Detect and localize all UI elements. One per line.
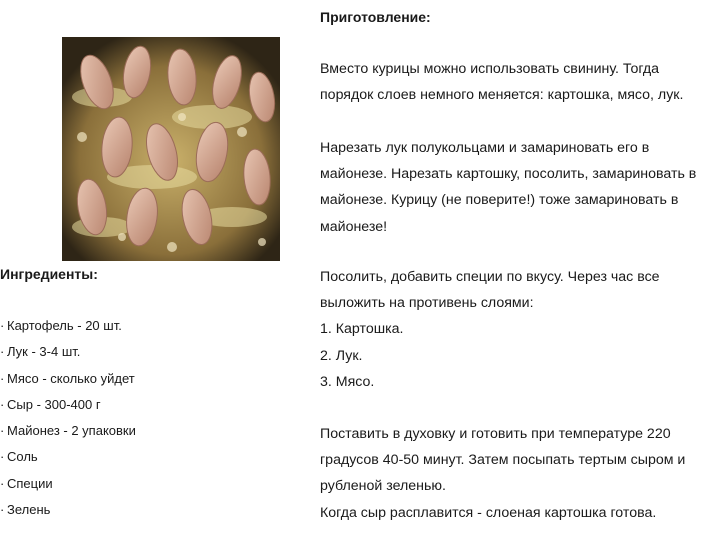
list-item: · Зелень <box>0 502 51 518</box>
text-line: Когда сыр расплавится - слоеная картошка готова. <box>320 504 657 521</box>
text-line: Посолить, добавить специи по вкусу. Через час все <box>320 269 660 285</box>
ingredient-text: Мясо - сколько уйдет <box>7 370 135 386</box>
text-line: майонезе. Курицу (не поверите!) тоже замариновать в <box>320 192 679 209</box>
preparation-paragraph-4 <box>320 421 720 526</box>
list-item: · Лук - 3-4 шт. <box>0 344 81 360</box>
text-line: выложить на противень слоями: <box>320 295 534 312</box>
preparation-title: Приготовление: <box>320 9 431 25</box>
dish-photo <box>62 37 280 261</box>
list-item: · Картофель - 20 шт. <box>0 318 122 333</box>
text-line: градусов 40-50 минут. Затем посыпать тертым сыром и <box>320 452 686 469</box>
text-line: Нарезать лук полукольцами и замариновать его в <box>320 140 650 156</box>
text-line: 2. Лук. <box>320 347 363 364</box>
text-line: порядок слоев немного меняется: картошка, мясо, лук. <box>320 87 684 104</box>
ingredient-text: Сыр - 300-400 г <box>7 396 101 412</box>
text-line: рубленой зеленью. <box>320 478 446 495</box>
ingredient-text: Соль <box>7 449 38 465</box>
text-line: 1. Картошка. <box>320 321 404 338</box>
dish-photo-graphic <box>62 37 280 261</box>
list-item: · Сыр - 300-400 г <box>0 396 101 412</box>
list-item: · Соль <box>0 449 38 465</box>
ingredient-text: Лук - 3-4 шт. <box>7 344 81 360</box>
text-line: Поставить в духовку и готовить при температуре 220 <box>320 426 671 442</box>
ingredient-text: Зелень <box>7 502 51 518</box>
ingredient-text: Майонез - 2 упаковки <box>7 423 136 439</box>
ingredient-text: Картофель - 20 шт. <box>7 318 122 333</box>
list-item: · Специи <box>0 475 53 491</box>
text-line: майонезе! <box>320 218 388 235</box>
list-item: · Майонез - 2 упаковки <box>0 423 136 439</box>
preparation-paragraph-1 <box>320 56 720 108</box>
ingredients-title: Ингредиенты: <box>0 266 98 282</box>
text-line: 3. Мясо. <box>320 373 375 390</box>
text-line: майонезе. Нарезать картошку, посолить, замариновать в <box>320 166 697 183</box>
list-item: · Мясо - сколько уйдет <box>0 370 135 386</box>
ingredient-text: Специи <box>7 475 53 491</box>
text-line: Вместо курицы можно использовать свинину. Тогда <box>320 61 660 77</box>
preparation-paragraph-3 <box>320 264 720 395</box>
preparation-paragraph-2 <box>320 135 720 240</box>
ingredients-list <box>0 318 136 528</box>
